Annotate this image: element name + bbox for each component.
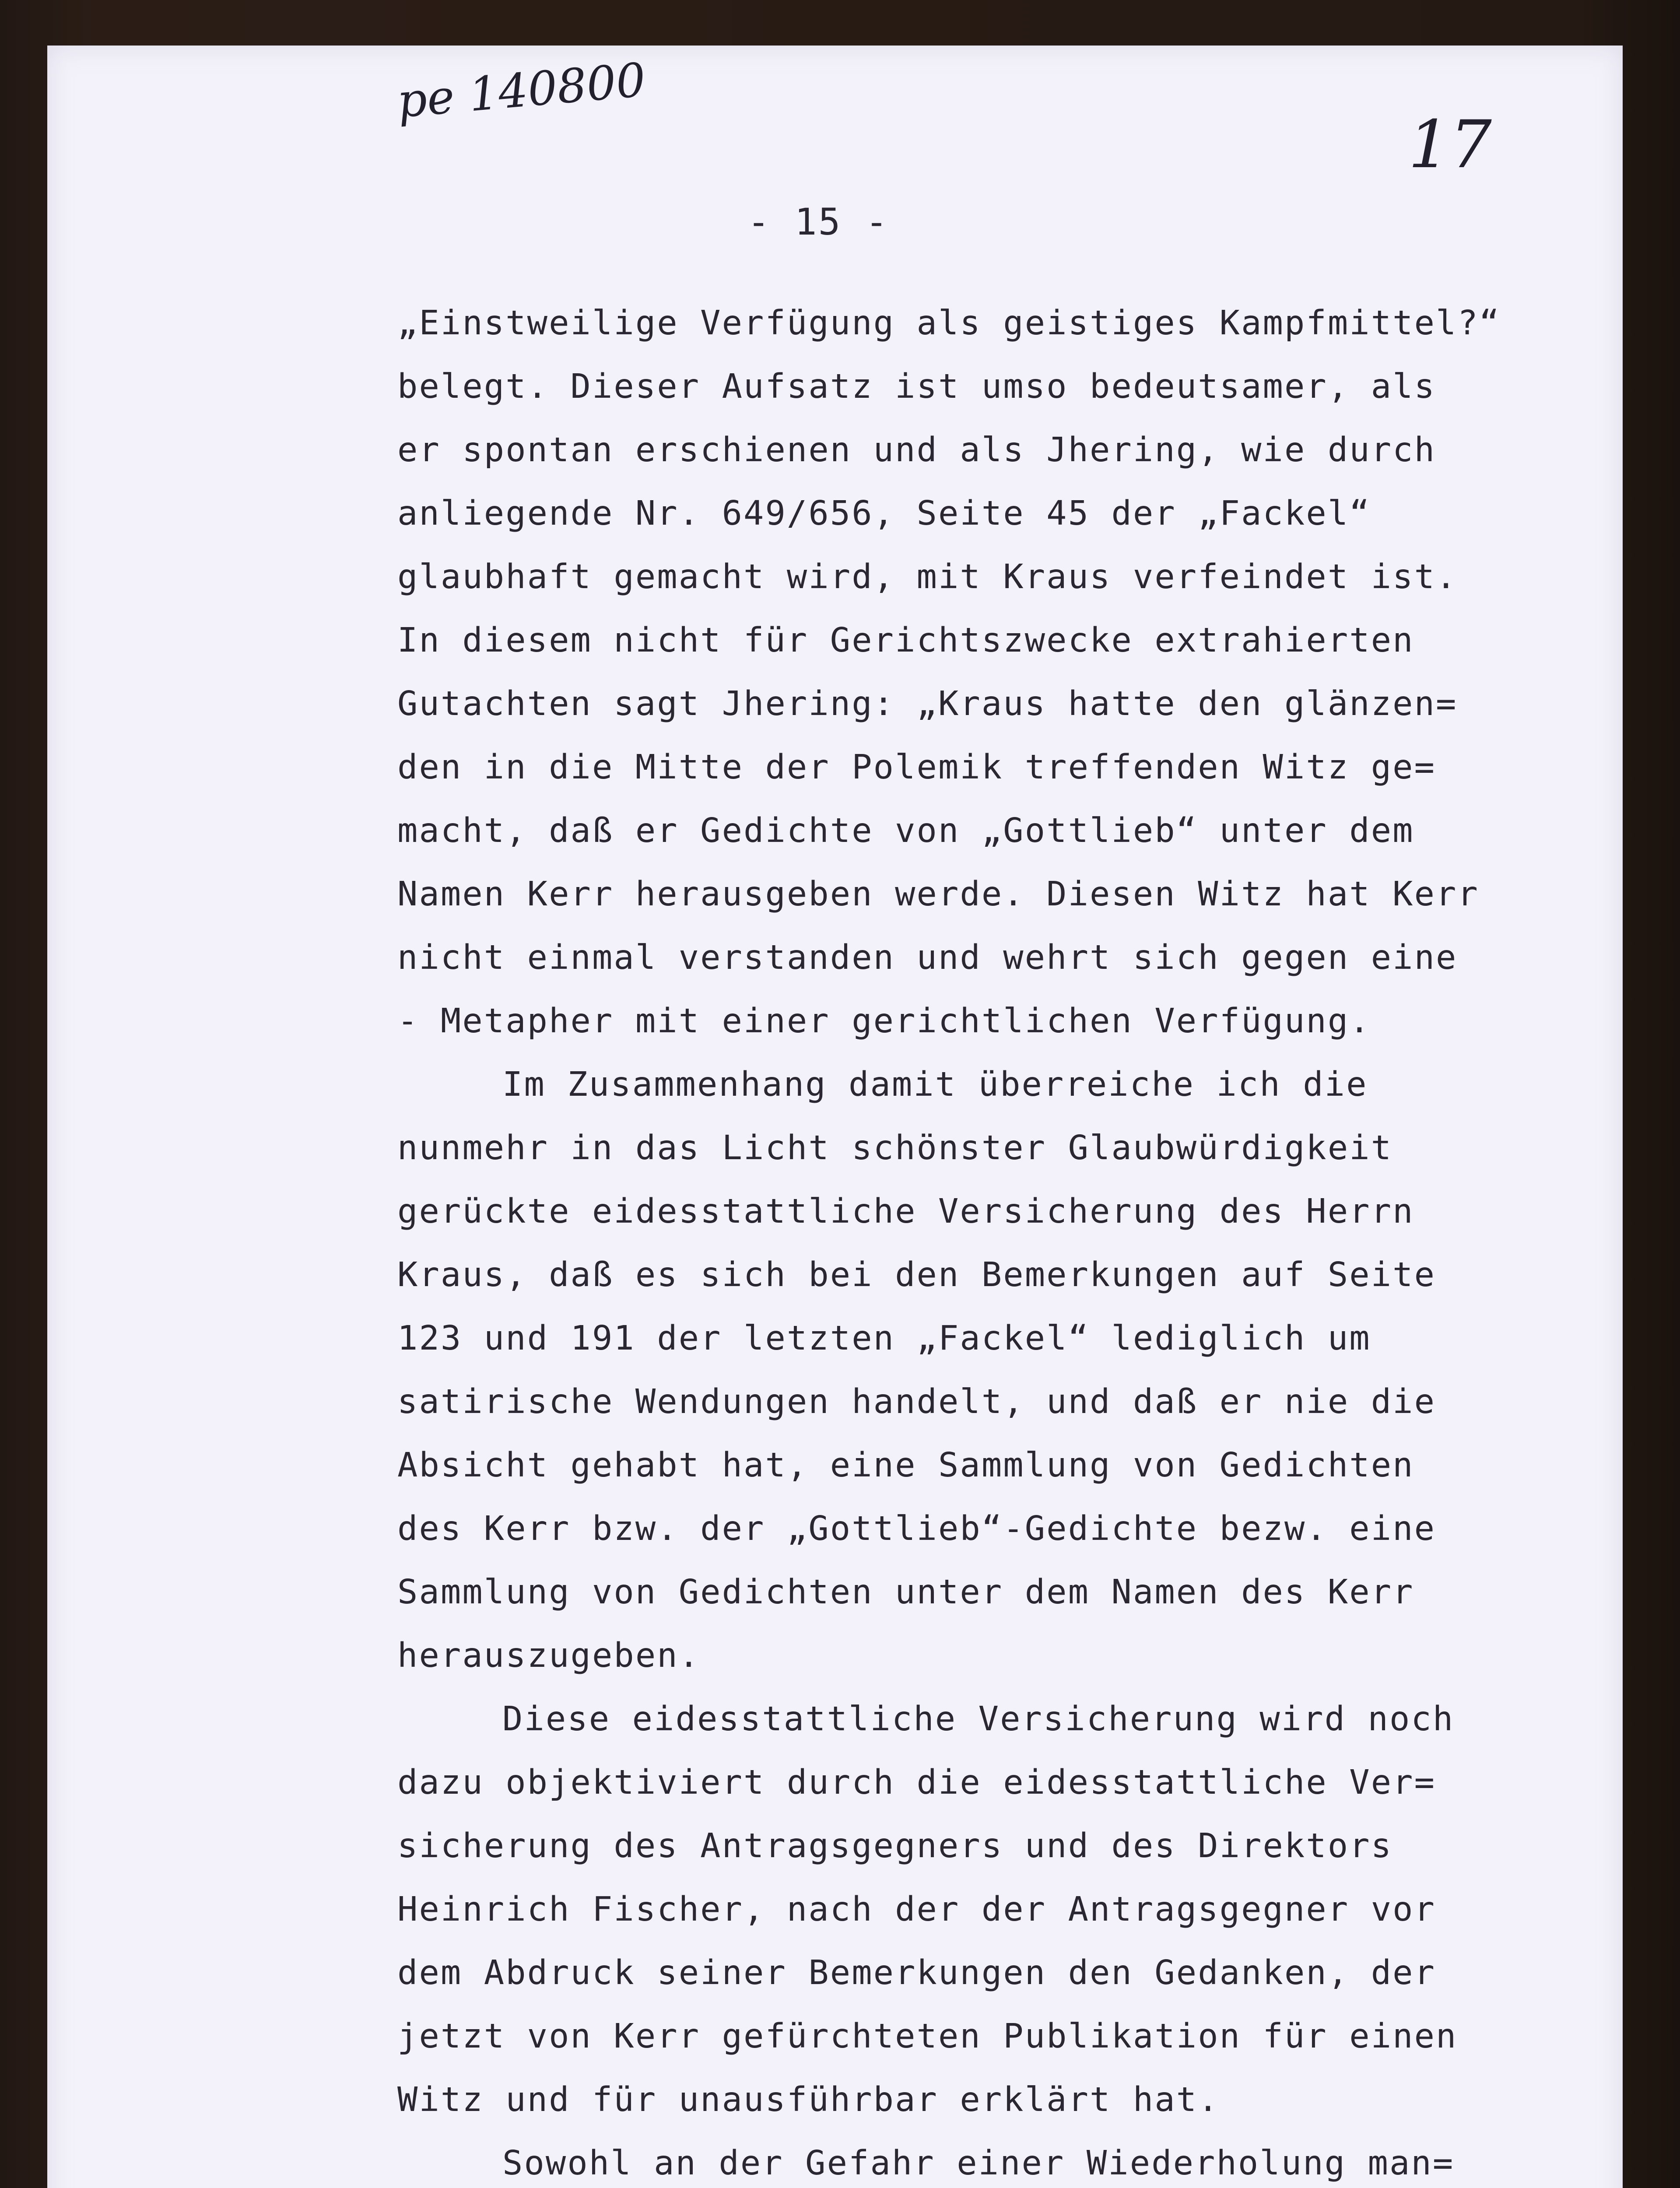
text-line: jetzt von Kerr gefürchteten Publikation für einen	[397, 2017, 1458, 2056]
text-line-indented: Im Zusammenhang damit überreiche ich die	[502, 1065, 1368, 1104]
text-line: Witz und für unausführbar erklärt hat.	[397, 2080, 1220, 2119]
page-number: - 15 -	[747, 200, 889, 243]
text-line: Heinrich Fischer, nach der der Antragsgegner vor	[397, 1890, 1436, 1929]
text-line: Absicht gehabt hat, eine Sammlung von Gedichten	[397, 1446, 1414, 1485]
text-line: glaubhaft gemacht wird, mit Kraus verfeindet ist.	[397, 558, 1458, 596]
text-line: belegt. Dieser Aufsatz ist umso bedeutsamer, als	[397, 367, 1436, 406]
text-line: nunmehr in das Licht schönster Glaubwürdigkeit	[397, 1129, 1393, 1168]
text-line: gerückte eidesstattliche Versicherung des Herrn	[397, 1192, 1414, 1231]
archive-mark: pe 140800	[395, 53, 648, 128]
text-line: macht, daß er Gedichte von „Gottlieb“ unter dem	[397, 811, 1414, 850]
text-line: satirische Wendungen handelt, und daß er nie die	[397, 1382, 1436, 1421]
text-line: dem Abdruck seiner Bemerkungen den Gedanken, der	[397, 1953, 1436, 1992]
text-line-indented: Sowohl an der Gefahr einer Wiederholung man=	[502, 2144, 1455, 2183]
text-line: Kraus, daß es sich bei den Bemerkungen auf Seite	[397, 1255, 1436, 1294]
text-line: des Kerr bzw. der „Gottlieb“-Gedichte bezw. eine	[397, 1509, 1436, 1548]
text-line: Sammlung von Gedichten unter dem Namen des Kerr	[397, 1573, 1414, 1612]
text-line: sicherung des Antragsgegners und des Direktors	[397, 1827, 1393, 1865]
text-line: den in die Mitte der Polemik treffenden Witz ge=	[397, 748, 1436, 787]
text-line: „Einstweilige Verfügung als geistiges Kampfmittel?“	[397, 304, 1501, 343]
text-line: In diesem nicht für Gerichtszwecke extrahierten	[397, 621, 1414, 660]
text-line: dazu objektiviert durch die eidesstattliche Ver=	[397, 1763, 1436, 1802]
text-line-indented: Diese eidesstattliche Versicherung wird noch	[502, 1700, 1455, 1739]
text-line: nicht einmal verstanden und wehrt sich gegen eine	[397, 938, 1458, 977]
text-line: herauszugeben.	[397, 1636, 701, 1675]
typed-body-text	[397, 291, 1501, 2188]
text-line: Gutachten sagt Jhering: „Kraus hatte den glänzen=	[397, 684, 1458, 723]
text-line: anliegende Nr. 649/656, Seite 45 der „Fackel“	[397, 494, 1371, 533]
folio-number: 17	[1408, 107, 1492, 183]
text-line: 123 und 191 der letzten „Fackel“ lediglich um	[397, 1319, 1371, 1358]
document-page	[47, 46, 1623, 2188]
text-line: Namen Kerr herausgeben werde. Diesen Witz hat Kerr	[397, 875, 1479, 914]
text-line: er spontan erschienen und als Jhering, wie durch	[397, 431, 1436, 470]
text-line: - Metapher mit einer gerichtlichen Verfügung.	[397, 1002, 1371, 1041]
